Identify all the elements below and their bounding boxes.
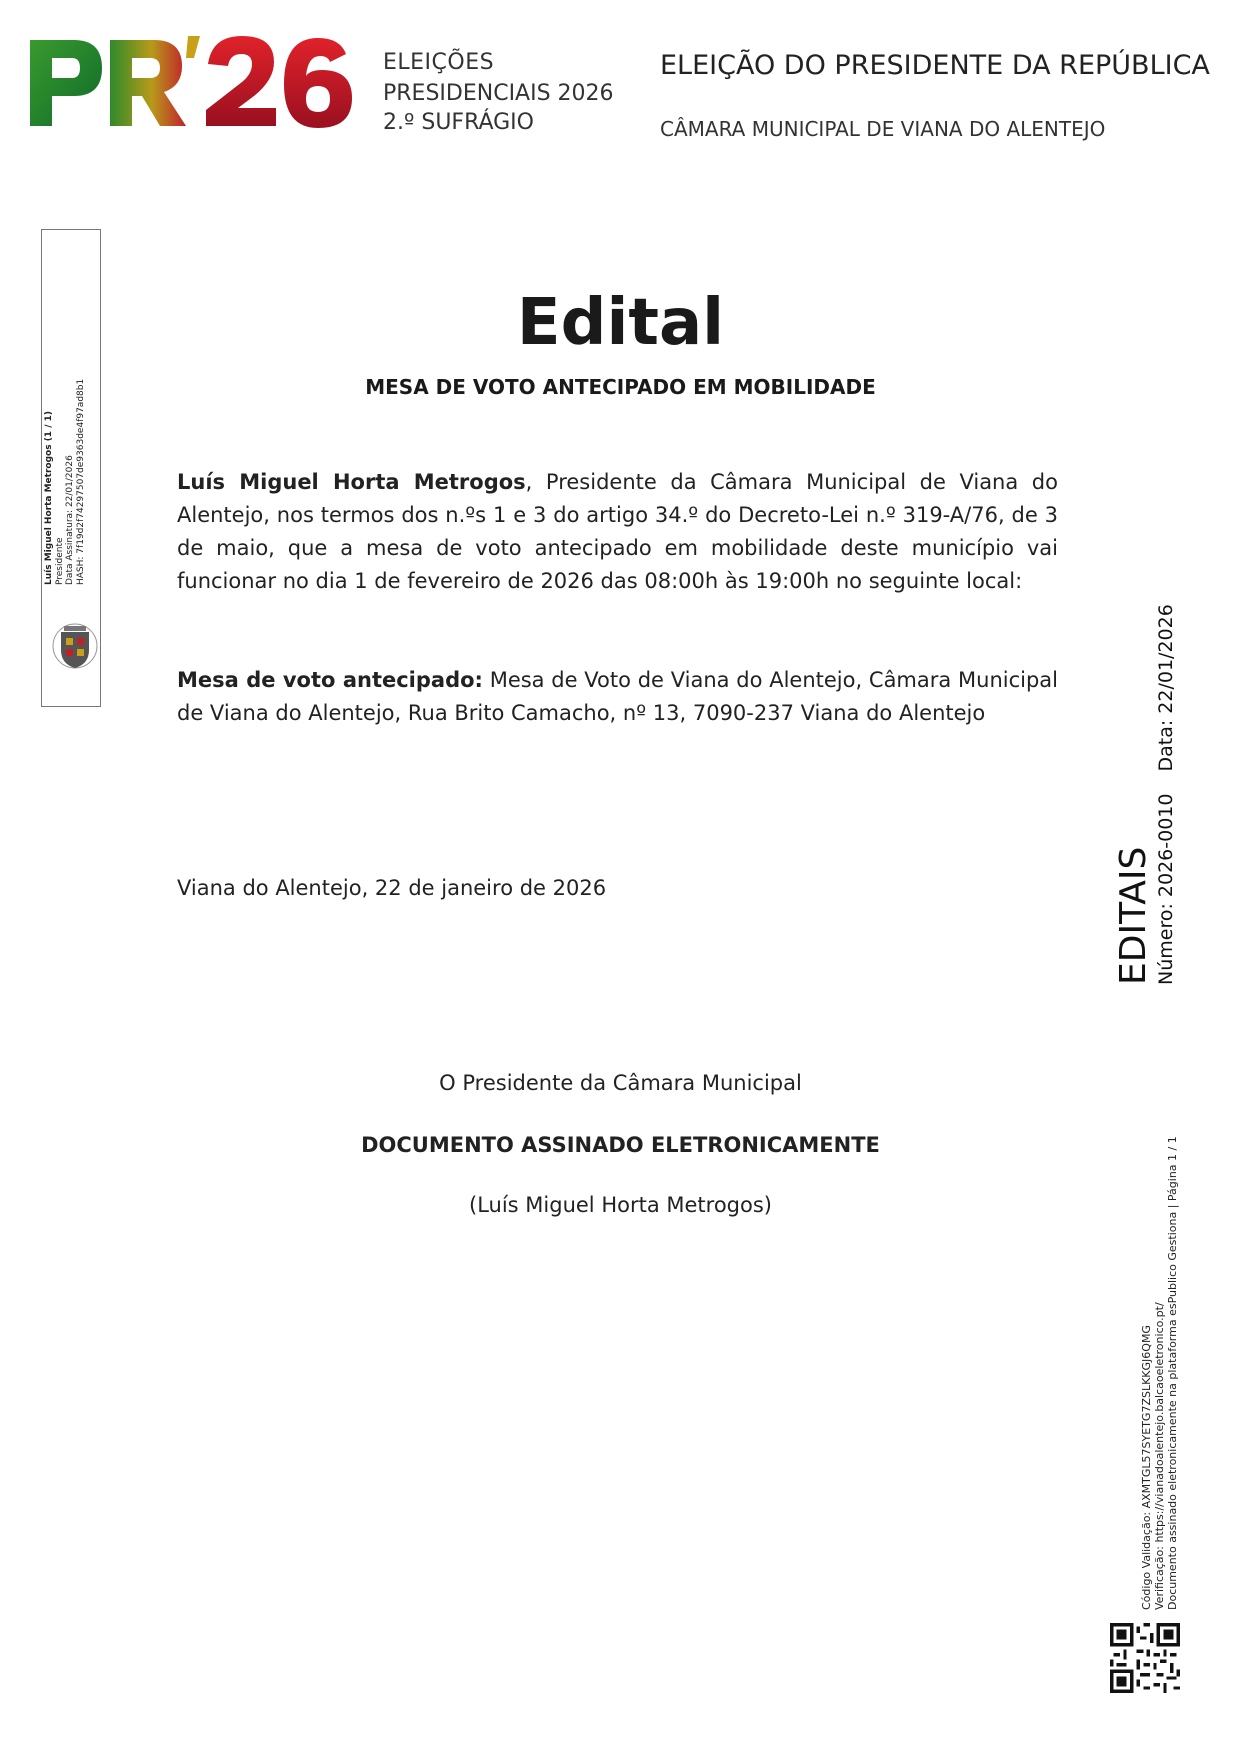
announcement-text: , Presidente da Câmara Municipal de Viana do Alentejo, nos termos dos n.ºs 1 e 3 do artigo 34.º do Decreto-Lei n.º 319-A/76, de 3 de maio, que a mesa de voto antecipado em mobilidade deste município vai funcionar no dia 1 de fevereiro de 2026 das 08:00h às 19:00h no seguinte local: [177, 470, 1058, 593]
voting-location-text: Mesa de Voto de Viana do Alentejo, Câmara Municipal de Viana do Alentejo, Rua Brito Camacho, nº 13, 7090-237 Viana do Alentejo [177, 668, 1058, 725]
document-subtitle: MESA DE VOTO ANTECIPADO EM MOBILIDADE [365, 375, 876, 399]
municipal-seal-icon [46, 620, 104, 672]
validation-code: Código Validação: AXMTGL57SYETG7ZSLKKGJ6QMG [1140, 1325, 1153, 1610]
logo-line-presidenciais: PRESIDENCIAIS 2026 [383, 81, 614, 106]
voting-location-paragraph [177, 664, 1058, 730]
pr26-logo [30, 26, 370, 136]
signed-electronically-notice: DOCUMENTO ASSINADO ELETRONICAMENTE [361, 1133, 880, 1157]
editais-number: Número: 2026-0010 [1155, 793, 1177, 985]
logo-line-eleicoes: ELEIÇÕES [383, 50, 495, 75]
signature-date: Data Assinatura: 22/01/2026 [65, 455, 75, 585]
signer-name: (Luís Miguel Horta Metrogos) [469, 1193, 772, 1217]
editais-date: Data: 22/01/2026 [1155, 604, 1177, 772]
place-and-date: Viana do Alentejo, 22 de janeiro de 2026 [177, 876, 607, 900]
validation-info [1140, 1136, 1179, 1610]
signature-role: Presidente [54, 537, 65, 585]
header-title: ELEIÇÃO DO PRESIDENTE DA REPÚBLICA [660, 50, 1210, 81]
announcement-paragraph [177, 466, 1058, 598]
editais-meta [1154, 582, 1178, 985]
signer-role: O Presidente da Câmara Municipal [439, 1071, 802, 1095]
signature-details [44, 378, 86, 585]
editais-label: EDITAIS [1113, 846, 1154, 985]
logo-line-sufragio: 2.º SUFRÁGIO [383, 110, 534, 135]
voting-location-label: Mesa de voto antecipado: [177, 668, 483, 692]
editais-stamp [1114, 582, 1178, 985]
signature-signer: Luís Miguel Horta Metrogos (1 / 1) [44, 411, 54, 585]
document-title: Edital [516, 286, 725, 360]
validation-platform: Documento assinado eletronicamente na plataforma esPublico Gestiona | Página 1 / 1 [1166, 1136, 1179, 1610]
president-name: Luís Miguel Horta Metrogos [177, 470, 526, 494]
header-subtitle: CÂMARA MUNICIPAL DE VIANA DO ALENTEJO [660, 117, 1106, 141]
signature-hash: HASH: 7f19d2f74297507de9363de4f97ad8b1 [75, 378, 86, 585]
validation-url[interactable]: Verificação: https://vianadoalentejo.balcaoeletronico.pt/ [1153, 1302, 1166, 1610]
qr-code-icon [1110, 1623, 1180, 1693]
